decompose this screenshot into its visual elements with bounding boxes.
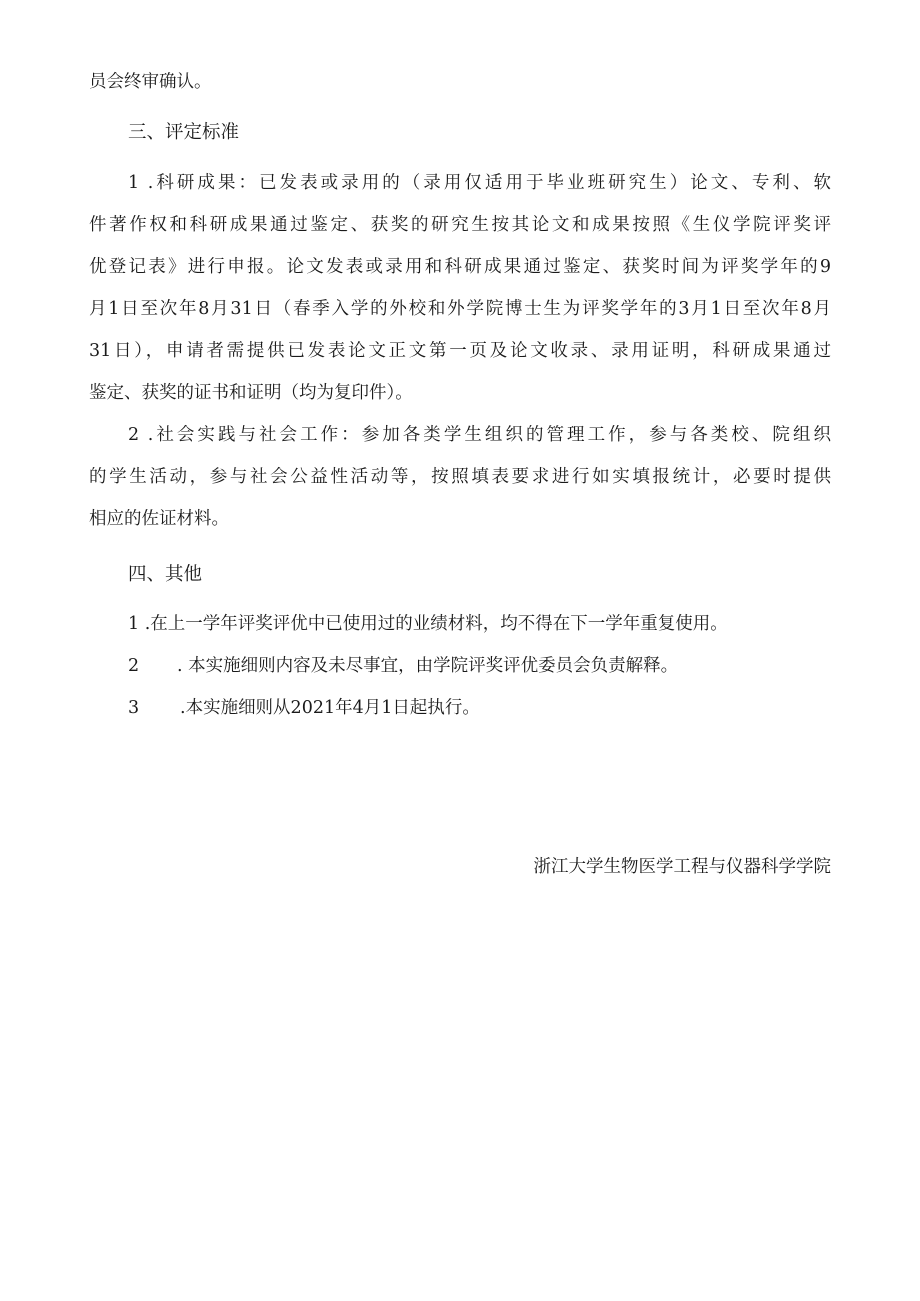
other-item-2 <box>128 654 678 678</box>
section-heading-other: 四、其他 <box>128 564 203 585</box>
paragraph-line: 优登记表》进行申报。论文发表或录用和科研成果通过鉴定、获奖时间为评奖学年的9 <box>89 257 831 277</box>
other-item-3 <box>128 696 480 720</box>
other-item-1 <box>128 612 728 636</box>
paragraph-line: 月1日至次年8月31日（春季入学的外校和外学院博士生为评奖学年的3月1日至次年8月 <box>89 299 831 319</box>
item-text: . 本实施细则内容及未尽事宜，由学院评奖评优委员会负责解释。 <box>177 656 679 676</box>
paragraph-line: 鉴定、获奖的证书和证明（均为复印件）。 <box>89 383 413 403</box>
paragraph-line: 件著作权和科研成果通过鉴定、获奖的研究生按其论文和成果按照《生仪学院评奖评 <box>89 215 831 235</box>
paragraph-line: 相应的佐证材料。 <box>89 509 229 529</box>
paragraph-line: 2 .社会实践与社会工作：参加各类学生组织的管理工作，参与各类校、院组织 <box>128 425 831 445</box>
item-number: 3 <box>128 698 140 718</box>
carryover-text: 员会终审确认。 <box>89 72 212 92</box>
signature: 浙江大学生物医学工程与仪器科学学院 <box>533 857 831 877</box>
item-text: .在上一学年评奖评优中已使用过的业绩材料，均不得在下一学年重复使用。 <box>139 614 728 634</box>
item-text: .本实施细则从2021年4月1日起执行。 <box>180 698 480 718</box>
paragraph-line: 1 .科研成果：已发表或录用的（录用仅适用于毕业班研究生）论文、专利、软 <box>128 173 831 193</box>
section-heading-criteria: 三、评定标准 <box>128 122 240 143</box>
item-number: 1 <box>128 614 140 634</box>
paragraph-line: 31日），申请者需提供已发表论文正文第一页及论文收录、录用证明，科研成果通过 <box>89 341 831 361</box>
item-number: 2 <box>128 656 140 676</box>
paragraph-line: 的学生活动，参与社会公益性活动等，按照填表要求进行如实填报统计，必要时提供 <box>89 467 831 487</box>
